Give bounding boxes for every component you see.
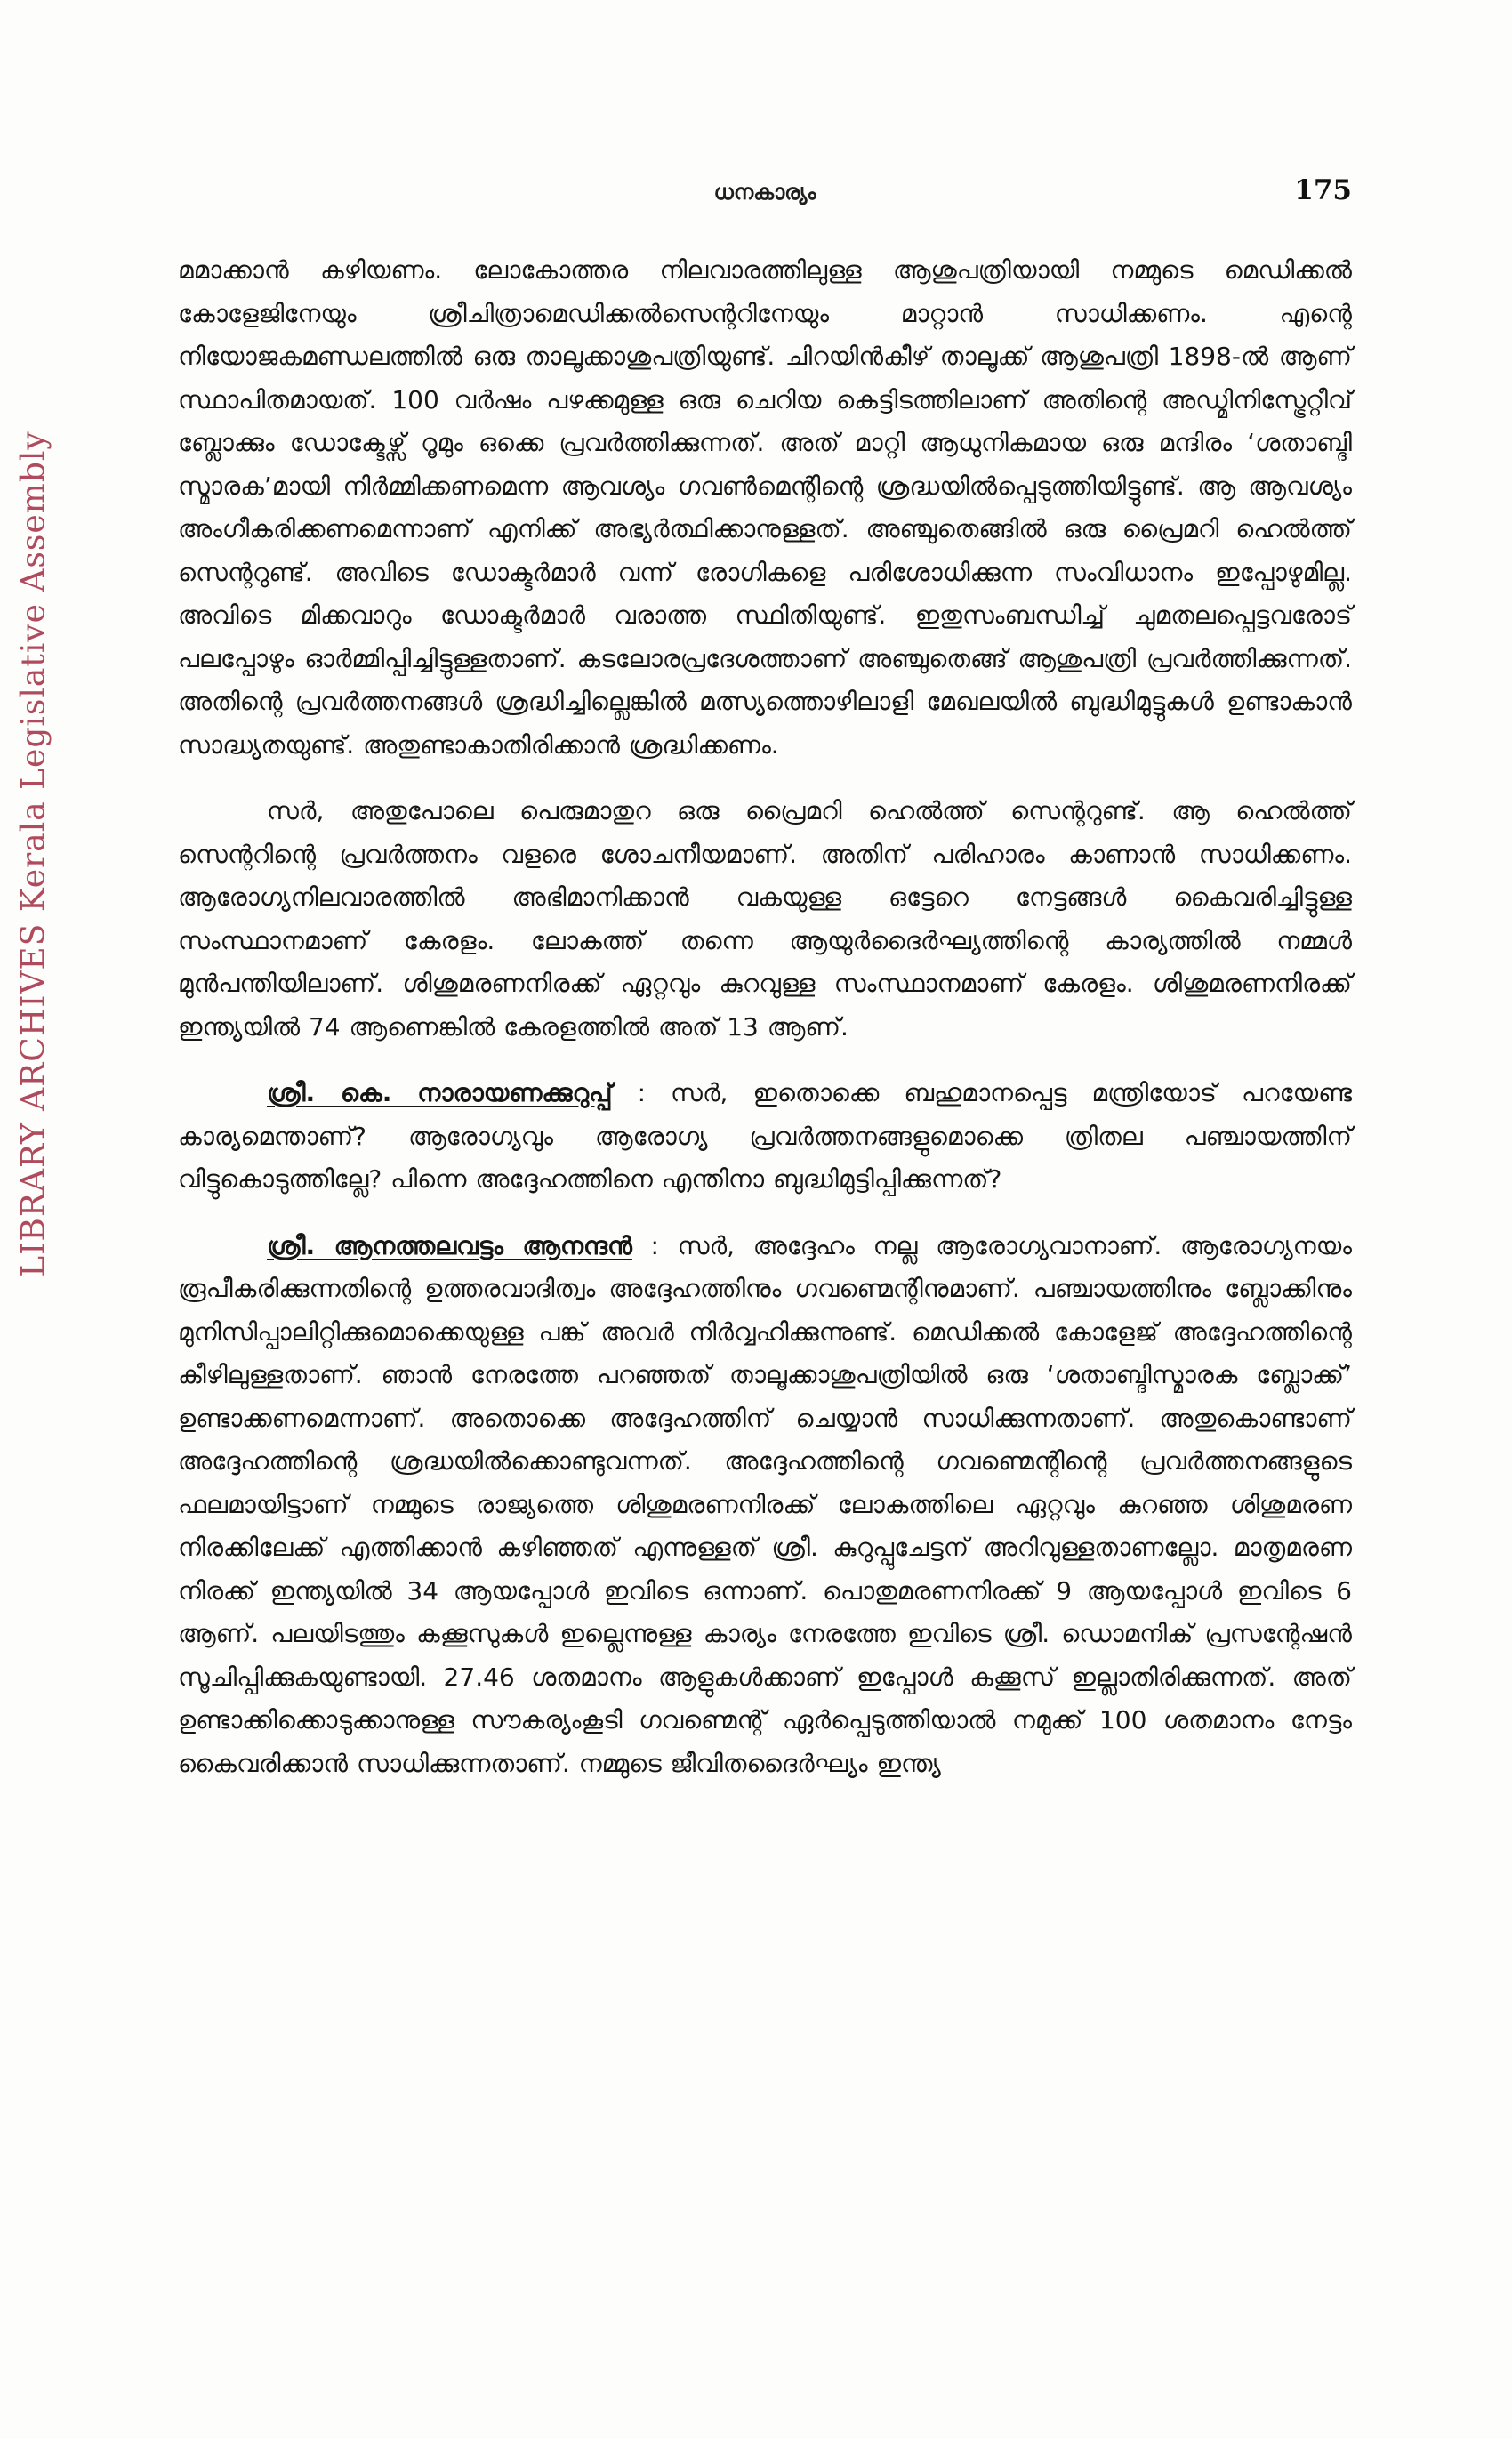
speaker-name: ശ്രീ. കെ. നാരായണക്കുറുപ്പ് (267, 1078, 613, 1107)
paragraph-1 (178, 249, 1352, 767)
archive-watermark-text: LIBRARY ARCHIVES Kerala Legislative Assembly (15, 431, 52, 1277)
paragraph-3-text: : സർ, ഇതൊക്കെ ബഹുമാനപ്പെട്ട മന്ത്രിയോട് പറയേണ്ട കാര്യമെന്താണ്? ആരോഗ്യവും ആരോഗ്യ പ്രവർത്തനങ്ങളുമൊക്കെ ത്രിതല പഞ്ചായത്തിന് വിട്ടുകൊടുത്തില്ലേ? പിന്നെ അദ്ദേഹത്തിനെ എന്തിനാ ബുദ്ധിമുട്ടിപ്പിക്കുന്നത്? (178, 1078, 1352, 1194)
body-text (178, 249, 1352, 1785)
paragraph-3 (178, 1072, 1352, 1202)
speaker-name: ശ്രീ. ആനത്തലവട്ടം ആനന്ദൻ (267, 1230, 632, 1260)
paragraph-2-text: സർ, അതുപോലെ പെരുമാതുറ ഒരു പ്രൈമറി ഹെൽത്ത് സെന്ററുണ്ട്. ആ ഹെൽത്ത് സെന്ററിന്റെ പ്രവർത്തനം വളരെ ശോചനീയമാണ്. അതിന് പരിഹാരം കാണാൻ സാധിക്കണം. ആരോഗ്യനിലവാരത്തിൽ അഭിമാനിക്കാൻ വകയുള്ള ഒട്ടേറെ നേട്ടങ്ങൾ കൈവരിച്ചിട്ടുള്ള സംസ്ഥാനമാണ് കേരളം. ലോകത്ത് തന്നെ ആയുർദൈർഘ്യത്തിന്റെ കാര്യത്തിൽ നമ്മൾ മുൻപന്തിയിലാണ്. ശിശുമരണനിരക്ക് ഏറ്റവും കുറവുള്ള സംസ്ഥാനമാണ് കേരളം. ശിശുമരണനിരക്ക് ഇന്ത്യയിൽ 74 ആണെങ്കിൽ കേരളത്തിൽ അത് 13 ആണ്. (178, 796, 1352, 1042)
running-title: ധനകാര്യം (713, 180, 816, 205)
paragraph-2 (178, 790, 1352, 1049)
page-header (178, 174, 1352, 217)
paragraph-1-text: മമാക്കാൻ കഴിയണം. ലോകോത്തര നിലവാരത്തിലുള്ള ആശുപത്രിയായി നമ്മുടെ മെഡിക്കൽ കോളേജിനേയും ശ്രീചിത്രാമെഡിക്കൽസെന്ററിനേയും മാറ്റാൻ സാധിക്കണം. എന്റെ നിയോജകമണ്ഡലത്തിൽ ഒരു താലൂക്കാശുപത്രിയുണ്ട്. ചിറയിൻകീഴ് താലൂക്ക് ആശുപത്രി 1898-ൽ ആണ് സ്ഥാപിതമായത്. 100 വർഷം പഴക്കമുള്ള ഒരു ചെറിയ കെട്ടിടത്തിലാണ് അതിന്റെ അഡ്മിനിസ്ട്രേറ്റീവ് ബ്ലോക്കും ഡോക്ടേഴ്സ് റൂമും ഒക്കെ പ്രവർത്തിക്കുന്നത്. അത് മാറ്റി ആധുനികമായ ഒരു മന്ദിരം ‘ശതാബ്ദി സ്മാരക’മായി നിർമ്മിക്കണമെന്ന ആവശ്യം ഗവൺമെന്റിന്റെ ശ്രദ്ധയിൽപ്പെടുത്തിയിട്ടുണ്ട്. ആ ആവശ്യം അംഗീകരിക്കണമെന്നാണ് എനിക്ക് അഭ്യർത്ഥിക്കാനുള്ളത്. അഞ്ചുതെങ്ങിൽ ഒരു പ്രൈമറി ഹെൽത്ത് സെന്ററുണ്ട്. അവിടെ ഡോക്ടർമാർ വന്ന് രോഗികളെ പരിശോധിക്കുന്ന സംവിധാനം ഇപ്പോഴുമില്ല. അവിടെ മിക്കവാറും ഡോക്ടർമാർ വരാത്ത സ്ഥിതിയുണ്ട്. ഇതുസംബന്ധിച്ച് ചുമതലപ്പെട്ടവരോട് പലപ്പോഴും ഓർമ്മിപ്പിച്ചിട്ടുള്ളതാണ്. കടലോരപ്രദേശത്താണ് അഞ്ചുതെങ്ങ് ആശുപത്രി പ്രവർത്തിക്കുന്നത്. അതിന്റെ പ്രവർത്തനങ്ങൾ ശ്രദ്ധിച്ചില്ലെങ്കിൽ മത്സ്യത്തൊഴിലാളി മേഖലയിൽ ബുദ്ധിമുട്ടുകൾ ഉണ്ടാകാൻ സാദ്ധ്യതയുണ്ട്. അതുണ്ടാകാതിരിക്കാൻ ശ്രദ്ധിക്കണം. (178, 255, 1352, 760)
paragraph-4 (178, 1225, 1352, 1786)
paragraph-4-text: : സർ, അദ്ദേഹം നല്ല ആരോഗ്യവാനാണ്. ആരോഗ്യനയം രൂപീകരിക്കുന്നതിന്റെ ഉത്തരവാദിത്വം അദ്ദേഹത്തിനും ഗവണ്മെന്റിനുമാണ്. പഞ്ചായത്തിനും ബ്ലോക്കിനും മുനിസിപ്പാലിറ്റിക്കുമൊക്കെയുള്ള പങ്ക് അവർ നിർവ്വഹിക്കുന്നുണ്ട്. മെഡിക്കൽ കോളേജ് അദ്ദേഹത്തിന്റെ കീഴിലുള്ളതാണ്. ഞാൻ നേരത്തേ പറഞ്ഞത് താലൂക്കാശുപത്രിയിൽ ഒരു ‘ശതാബ്ദിസ്മാരക ബ്ലോക്ക്’ ഉണ്ടാക്കണമെന്നാണ്. അതൊക്കെ അദ്ദേഹത്തിന് ചെയ്യാൻ സാധിക്കുന്നതാണ്. അതുകൊണ്ടാണ് അദ്ദേഹത്തിന്റെ ശ്രദ്ധയിൽക്കൊണ്ടുവന്നത്. അദ്ദേഹത്തിന്റെ ഗവണ്മെന്റിന്റെ പ്രവർത്തനങ്ങളുടെ ഫലമായിട്ടാണ് നമ്മുടെ രാജ്യത്തെ ശിശുമരണനിരക്ക് ലോകത്തിലെ ഏറ്റവും കുറഞ്ഞ ശിശുമരണ നിരക്കിലേക്ക് എത്തിക്കാൻ കഴിഞ്ഞത് എന്നുള്ളത് ശ്രീ. കുറുപ്പുചേട്ടന് അറിവുള്ളതാണല്ലോ. മാതൃമരണ നിരക്ക് ഇന്ത്യയിൽ 34 ആയപ്പോൾ ഇവിടെ ഒന്നാണ്. പൊതുമരണനിരക്ക് 9 ആയപ്പോൾ ഇവിടെ 6 ആണ്. പലയിടത്തും കക്കൂസുകൾ ഇല്ലെന്നുള്ള കാര്യം നേരത്തേ ഇവിടെ ശ്രീ. ഡൊമനിക് പ്രസന്റേഷൻ സൂചിപ്പിക്കുകയുണ്ടായി. 27.46 ശതമാനം ആളുകൾക്കാണ് ഇപ്പോൾ കക്കൂസ് ഇല്ലാതിരിക്കുന്നത്. അത് ഉണ്ടാക്കിക്കൊടുക്കാനുള്ള സൗകര്യംകൂടി ഗവണ്മെന്റ് ഏർപ്പെടുത്തിയാൽ നമുക്ക് 100 ശതമാനം നേട്ടം കൈവരിക്കാൻ സാധിക്കുന്നതാണ്. നമ്മുടെ ജീവിതദൈർഘ്യം ഇന്ത്യ (178, 1230, 1353, 1778)
page-number: 175 (1294, 174, 1352, 206)
